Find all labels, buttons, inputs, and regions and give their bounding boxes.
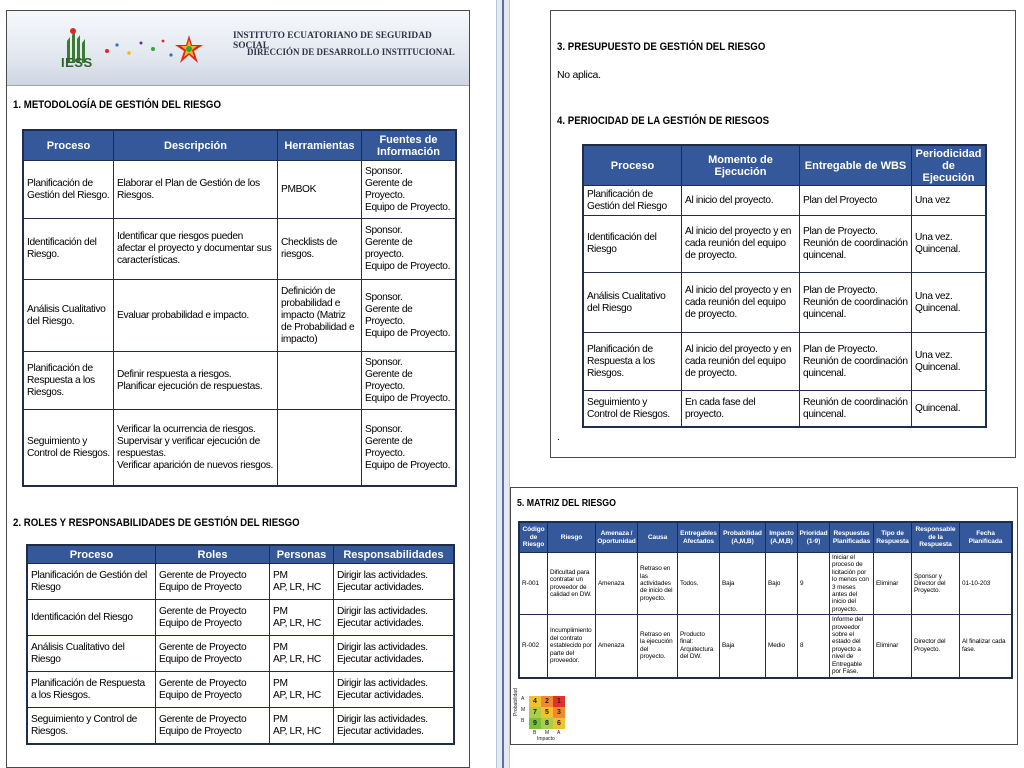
col-header: Momento de Ejecución (682, 146, 800, 186)
table-cell: Quincenal. (912, 391, 986, 427)
table-cell: R-002 (520, 615, 548, 677)
table-cell: PM AP, LR, HC (270, 672, 334, 708)
table-cell: Incumplimiento del contrato establecido por parte del proveedor. (548, 615, 596, 677)
col-header: Herramientas (278, 131, 362, 161)
table-row (28, 564, 454, 600)
table-row (520, 553, 1012, 615)
table-cell: Amenaza (596, 615, 638, 677)
table-cell: Baja (720, 615, 766, 677)
table-cell: PM AP, LR, HC (270, 600, 334, 636)
table-cell: Producto final: Arquitectura del DW. (678, 615, 720, 677)
col-header: Prioridad (1-9) (798, 523, 830, 553)
col-header: Proceso (24, 131, 114, 161)
table-cell: Al finalizar cada fase. (960, 615, 1012, 677)
table-cell: Identificación del Riesgo (28, 600, 156, 636)
page-left (6, 10, 470, 768)
col-header: Causa (638, 523, 678, 553)
directorate-name: DIRECCIÓN DE DESARROLLO INSTITUCIONAL (247, 47, 455, 57)
table-cell: Sponsor. Gerente de proyecto. Equipo de Proyecto. (362, 219, 456, 280)
table-cell: Gerente de Proyecto Equipo de Proyecto (156, 636, 270, 672)
col-header: Entregables Afectados (678, 523, 720, 553)
col-header: Amenaza / Oportunidad (596, 523, 638, 553)
table-cell: Análisis Cualitativo del Riesgo (584, 273, 682, 333)
col-header: Tipo de Respuesta (874, 523, 912, 553)
heat-y-label: Probabilidad (513, 688, 519, 716)
table-cell: 01-10-203 (960, 553, 1012, 615)
heat-cell: 8 (541, 718, 553, 729)
table-cell: Una vez. Quincenal. (912, 273, 986, 333)
section3-text: No aplica. (557, 69, 601, 81)
heat-cell: 7 (529, 707, 541, 718)
page-right-top (550, 10, 1016, 458)
table-cell: Sponsor. Gerente de Proyecto. Equipo de Proyecto. (362, 280, 456, 352)
heat-row-label: A (521, 696, 525, 702)
table-row (584, 186, 986, 216)
col-header: Riesgo (548, 523, 596, 553)
table-cell: Bajo (766, 553, 798, 615)
table-cell: Planificación de Gestión del Riesgo. (24, 161, 114, 219)
table-cell (278, 352, 362, 410)
table-cell: Definir respuesta a riesgos. Planificar ejecución de respuestas. (114, 352, 278, 410)
heat-x-label: Impacto (537, 736, 555, 742)
table-row (24, 352, 456, 410)
table-cell: Definición de probabilidad e impacto (Matriz de Probabilidad e impacto) (278, 280, 362, 352)
table-row (584, 333, 986, 391)
col-header: Impacto (A,M,B) (766, 523, 798, 553)
table-cell: Una vez. Quincenal. (912, 333, 986, 391)
col-header: Periodicidad de Ejecución (912, 146, 986, 186)
table-cell: Iniciar el proceso de licitación por lo menos con 3 meses antes del inicio del proyecto. (830, 553, 874, 615)
section5-title: 5. MATRIZ DEL RIESGO (517, 498, 616, 509)
section1-title: 1. METODOLOGÍA DE GESTIÓN DEL RIESGO (13, 99, 221, 111)
table-cell: PM AP, LR, HC (270, 636, 334, 672)
table-cell: Dirigir las actividades. Ejecutar actividades. (334, 708, 454, 744)
table-row (24, 410, 456, 486)
table-cell: Gerente de Proyecto Equipo de Proyecto (156, 564, 270, 600)
col-header: Entregable de WBS (800, 146, 912, 186)
table-row (520, 615, 1012, 677)
col-header: Fecha Planificada (960, 523, 1012, 553)
table-row (28, 600, 454, 636)
table-cell: Gerente de Proyecto Equipo de Proyecto (156, 600, 270, 636)
table-cell: Análisis Cualitativo del Riesgo. (24, 280, 114, 352)
institution-name: INSTITUTO ECUATORIANO DE SEGURIDAD SOCIAL (233, 31, 432, 51)
table-cell: Amenaza (596, 553, 638, 615)
heat-cell: 6 (553, 718, 565, 729)
col-header: Descripción (114, 131, 278, 161)
table-cell: Una vez. Quincenal. (912, 216, 986, 273)
table-cell: Seguimiento y Control de Riesgos. (28, 708, 156, 744)
table-cell: PM AP, LR, HC (270, 708, 334, 744)
table-cell: Director del Proyecto. (912, 615, 960, 677)
table-row (584, 273, 986, 333)
table-cell: Todos. (678, 553, 720, 615)
table-cell: PM AP, LR, HC (270, 564, 334, 600)
table-cell: Dirigir las actividades. Ejecutar actividades. (334, 564, 454, 600)
table-cell: Checklists de riesgos. (278, 219, 362, 280)
table-cell: Reunión de coordinación quincenal. (800, 391, 912, 427)
table-cell: Una vez (912, 186, 986, 216)
heat-cell: 9 (529, 718, 541, 729)
methodology-table (23, 130, 456, 486)
table-cell: Elaborar el Plan de Gestión de los Riesgos. (114, 161, 278, 219)
table-row (28, 672, 454, 708)
page-right-bottom (510, 487, 1018, 745)
table-cell: Informe del proveedor sobre el estado del proyecto a nivel de Entregable por Fase. (830, 615, 874, 677)
table-cell: Gerente de Proyecto Equipo de Proyecto (156, 672, 270, 708)
table-cell: Medio (766, 615, 798, 677)
table-cell: Dirigir las actividades. Ejecutar actividades. (334, 672, 454, 708)
table-cell: Al inicio del proyecto. (682, 186, 800, 216)
trailing-dot: . (557, 431, 560, 443)
table-row (24, 280, 456, 352)
table-cell: Evaluar probabilidad e impacto. (114, 280, 278, 352)
section3-title: 3. PRESUPUESTO DE GESTIÓN DEL RIESGO (557, 41, 766, 53)
table-cell: Al inicio del proyecto y en cada reunión del equipo de proyecto. (682, 333, 800, 391)
table-cell: Baja (720, 553, 766, 615)
col-header: Código de Riesgo (520, 523, 548, 553)
table-cell: Eliminar (874, 615, 912, 677)
table-cell: Planificación de Respuesta a los Riesgos. (584, 333, 682, 391)
heat-col-label: B (533, 730, 537, 736)
col-header: Proceso (28, 546, 156, 564)
table-row (28, 636, 454, 672)
table-cell: Plan de Proyecto. Reunión de coordinación quincenal. (800, 216, 912, 273)
table-row (24, 219, 456, 280)
flower-logo-icon (175, 35, 203, 63)
table-cell: Análisis Cualitativo del Riesgo (28, 636, 156, 672)
col-header: Responsable de la Respuesta (912, 523, 960, 553)
table-cell: Al inicio del proyecto y en cada reunión del equipo de proyecto. (682, 273, 800, 333)
table-cell: Plan de Proyecto. Reunión de coordinación quincenal. (800, 333, 912, 391)
table-cell: Plan de Proyecto. Reunión de coordinación quincenal. (800, 273, 912, 333)
logo-text: IESS (61, 55, 93, 70)
table-cell: Sponsor. Gerente de Proyecto. Equipo de Proyecto. (362, 161, 456, 219)
heat-cell: 4 (529, 696, 541, 707)
heat-col-label: A (557, 730, 561, 736)
col-header: Responsabilidades (334, 546, 454, 564)
page-separator (496, 0, 510, 768)
table-row (28, 708, 454, 744)
header-banner (7, 11, 469, 86)
table-row (584, 391, 986, 427)
heat-cell: 5 (541, 707, 553, 718)
table-cell: PMBOK (278, 161, 362, 219)
table-cell: Seguimiento y Control de Riesgos. (24, 410, 114, 486)
section4-title: 4. PERIOCIDAD DE LA GESTIÓN DE RIESGOS (557, 115, 770, 127)
periodicity-table (583, 145, 986, 427)
col-header: Probabilidad (A,M,B) (720, 523, 766, 553)
heat-row-label: B (521, 718, 525, 724)
roles-table (27, 545, 454, 744)
table-row (24, 161, 456, 219)
heat-cell: 3 (553, 707, 565, 718)
table-cell: Identificación del Riesgo (584, 216, 682, 273)
table-cell: Sponsor. Gerente de Proyecto. Equipo de Proyecto. (362, 410, 456, 486)
table-cell: Eliminar (874, 553, 912, 615)
col-header: Proceso (584, 146, 682, 186)
table-cell: En cada fase del proyecto. (682, 391, 800, 427)
heat-cell: 2 (541, 696, 553, 707)
table-cell: Planificación de Respuesta a los Riesgos. (24, 352, 114, 410)
table-cell: Gerente de Proyecto Equipo de Proyecto (156, 708, 270, 744)
table-cell: Retraso en las actividades de inicio del proyecto. (638, 553, 678, 615)
table-cell: Al inicio del proyecto y en cada reunión del equipo de proyecto. (682, 216, 800, 273)
table-cell: Identificar que riesgos pueden afectar el proyecto y documentar sus características. (114, 219, 278, 280)
heat-col-label: M (545, 730, 550, 736)
table-cell: Identificación del Riesgo. (24, 219, 114, 280)
table-cell: Planificación de Gestión del Riesgo (584, 186, 682, 216)
section2-title: 2. ROLES Y RESPONSABILIDADES DE GESTIÓN DEL RIESGO (13, 517, 300, 529)
heat-cell: 1 (553, 696, 565, 707)
table-cell: Seguimiento y Control de Riesgos. (584, 391, 682, 427)
table-cell: Planificación de Gestión del Riesgo (28, 564, 156, 600)
col-header: Fuentes de Información (362, 131, 456, 161)
table-cell: Plan del Proyecto (800, 186, 912, 216)
table-cell: Dirigir las actividades. Ejecutar actividades. (334, 600, 454, 636)
col-header: Personas (270, 546, 334, 564)
table-cell: Dirigir las actividades. Ejecutar actividades. (334, 636, 454, 672)
table-cell: R-001 (520, 553, 548, 615)
table-cell: Dificultad para contratar un proveedor de calidad en DW. (548, 553, 596, 615)
table-cell: Planificación de Respuesta a los Riesgos. (28, 672, 156, 708)
table-cell: Sponsor. Gerente de Proyecto. Equipo de Proyecto. (362, 352, 456, 410)
table-cell (278, 410, 362, 486)
col-header: Roles (156, 546, 270, 564)
col-header: Respuestas Planificadas (830, 523, 874, 553)
table-cell: 8 (798, 615, 830, 677)
table-cell: Verificar la ocurrencia de riesgos. Supervisar y verificar ejecución de respuestas. Verificar aparición de nuevos riesgos. (114, 410, 278, 486)
table-row (584, 216, 986, 273)
table-cell: Retraso en la ejecución del proyecto. (638, 615, 678, 677)
heat-row-label: M (521, 707, 526, 713)
table-cell: 9 (798, 553, 830, 615)
table-cell: Sponsor y Director del Proyecto. (912, 553, 960, 615)
risk-matrix-table (519, 522, 1012, 678)
